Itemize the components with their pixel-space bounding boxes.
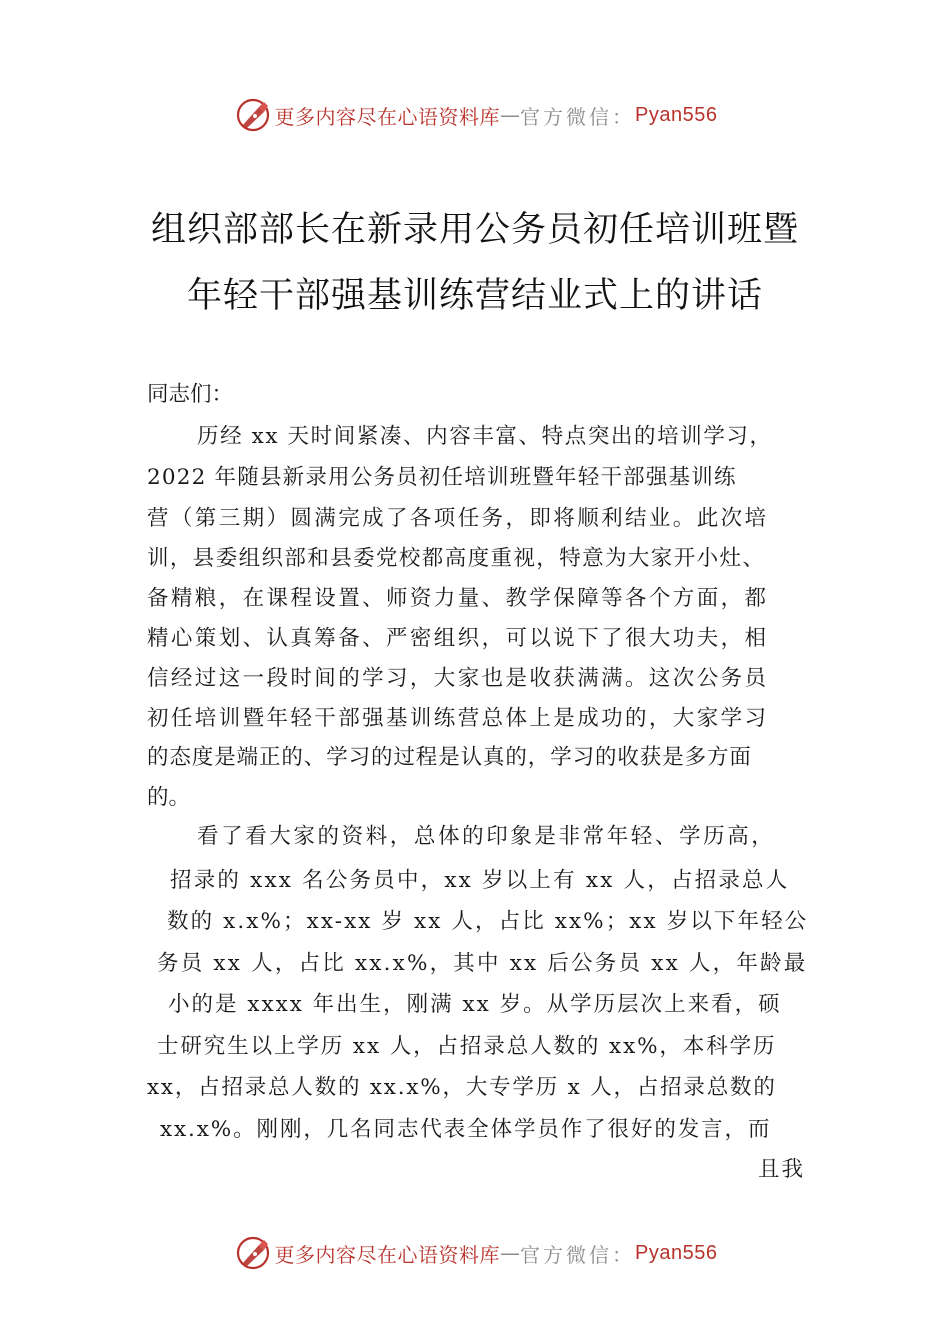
body-line: 数的 x.x%；xx-xx 岁 xx 人，占比 xx%；xx 岁以下年轻公	[167, 909, 809, 934]
body-line: 且我	[758, 1157, 806, 1182]
wechat-id: Pyan556	[635, 1241, 718, 1264]
body-line: 2022 年随县新录用公务员初任培训班暨年轻干部强基训练	[147, 465, 737, 490]
body-line: 备精粮，在课程设置、师资力量、教学保障等各个方面，都	[147, 586, 769, 611]
banner-dash: —	[500, 1241, 521, 1265]
footer-banner	[0, 1231, 950, 1275]
body-line: 的。	[147, 785, 191, 810]
site-name: 更多内容尽在心语资料库	[274, 1242, 501, 1267]
header-banner	[0, 93, 950, 137]
document-title-line-2: 年轻干部强基训练营结业式上的讲话	[186, 276, 763, 316]
body-line: 务员 xx 人，占比 xx.x%，其中 xx 后公务员 xx 人，年龄最	[157, 951, 808, 976]
body-line: xx.x%。刚刚，几名同志代表全体学员作了很好的发言，而	[160, 1117, 772, 1142]
body-line: 初任培训暨年轻干部强基训练营总体上是成功的，大家学习	[147, 706, 769, 731]
body-line: 训，县委组织部和县委党校都高度重视，特意为大家开小灶、	[147, 546, 766, 571]
body-line: xx，占招录总人数的 xx.x%，大专学历 x 人，占招录总数的	[147, 1075, 777, 1100]
wechat-label: 官方微信：	[520, 104, 636, 129]
body-line: 招录的 xxx 名公务员中，xx 岁以上有 xx 人，占招录总人	[170, 868, 790, 893]
body-line: 精心策划、认真筹备、严密组织，可以说下了很大功夫，相	[147, 626, 769, 651]
body-line: 营（第三期）圆满完成了各项任务，即将顺利结业。此次培	[147, 506, 769, 531]
body-line: 同志们：	[147, 382, 234, 407]
body-line: 的态度是端正的、学习的过程是认真的，学习的收获是多方面	[147, 745, 752, 770]
pen-nib-logo-icon	[233, 95, 273, 135]
body-line: 信经过这一段时间的学习，大家也是收获满满。这次公务员	[147, 666, 769, 691]
wechat-id: Pyan556	[635, 103, 718, 126]
document-title-line-1: 组织部部长在新录用公务员初任培训班暨	[150, 210, 799, 250]
pen-nib-logo-icon	[233, 1233, 273, 1273]
body-line: 历经 xx 天时间紧凑、内容丰富、特点突出的培训学习，	[197, 424, 773, 449]
body-line: 士研究生以上学历 xx 人，占招录总人数的 xx%，本科学历	[157, 1034, 777, 1059]
wechat-label: 官方微信：	[520, 1242, 636, 1267]
body-line: 看了看大家的资料，总体的印象是非常年轻、学历高，	[197, 824, 776, 849]
site-name: 更多内容尽在心语资料库	[274, 104, 501, 129]
banner-dash: —	[500, 103, 521, 127]
body-line: 小的是 xxxx 年出生，刚满 xx 岁。从学历层次上来看，硕	[168, 992, 782, 1017]
